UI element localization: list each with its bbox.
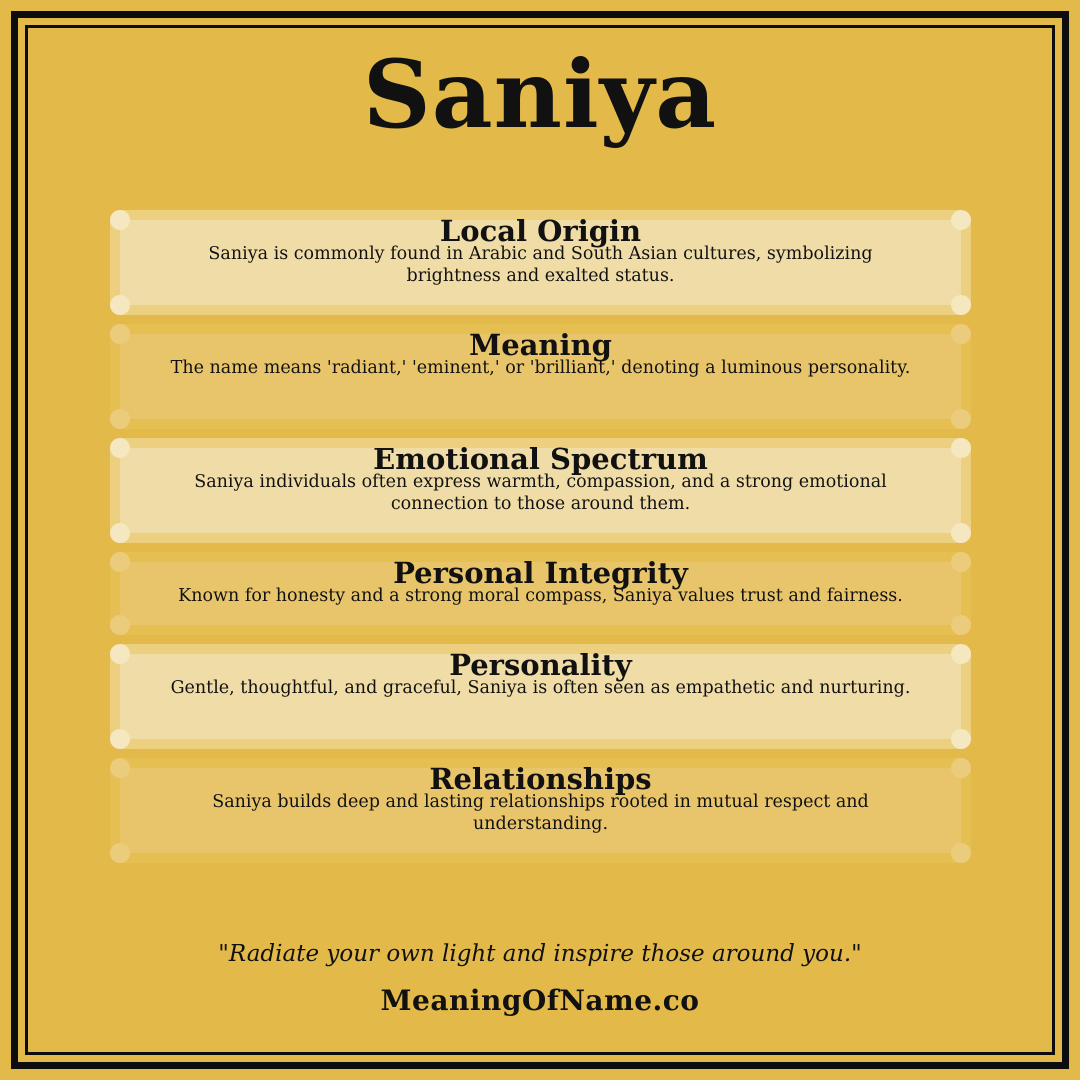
corner-dot [951,615,971,635]
card-personal-integrity [110,552,971,635]
corner-dot [110,295,130,315]
corner-dot [951,523,971,543]
corner-dot [110,843,130,863]
card-heading: Meaning [469,328,612,362]
card-text: The name means 'radiant,' 'eminent,' or 'brilliant,' denoting a luminous personality. [170,358,911,378]
card-heading: Local Origin [439,214,642,248]
card-heading: Personal Integrity [393,556,688,590]
card-text: Saniya individuals often express warmth, compassion, and a strong emotional connection to those around them. [194,472,887,514]
card-local-origin [110,210,971,315]
corner-dot [110,523,130,543]
name-title: Saniya [362,40,718,150]
card-emotional-spectrum [110,438,971,543]
card-text: Saniya is commonly found in Arabic and South Asian cultures, symbolizing brightness and exalted status. [208,244,873,286]
card-meaning [110,324,971,429]
card-heading: Emotional Spectrum [373,442,708,476]
card-relationships [110,758,971,863]
corner-dot [110,729,130,749]
card-heading: Relationships [429,762,652,796]
site-name: MeaningOfName.co [380,984,700,1017]
card-text: Saniya builds deep and lasting relationships rooted in mutual respect and understanding. [212,792,869,834]
corner-dot [951,729,971,749]
corner-dot [110,615,130,635]
corner-dot [951,295,971,315]
corner-dot [110,409,130,429]
corner-dot [951,843,971,863]
card-personality [110,644,971,749]
quote: "Radiate your own light and inspire those around you." [218,941,862,967]
corner-dot [951,409,971,429]
card-text: Known for honesty and a strong moral compass, Saniya values trust and fairness. [178,586,903,606]
card-text: Gentle, thoughtful, and graceful, Saniya is often seen as empathetic and nurturing. [170,678,911,698]
card-heading: Personality [449,648,632,682]
